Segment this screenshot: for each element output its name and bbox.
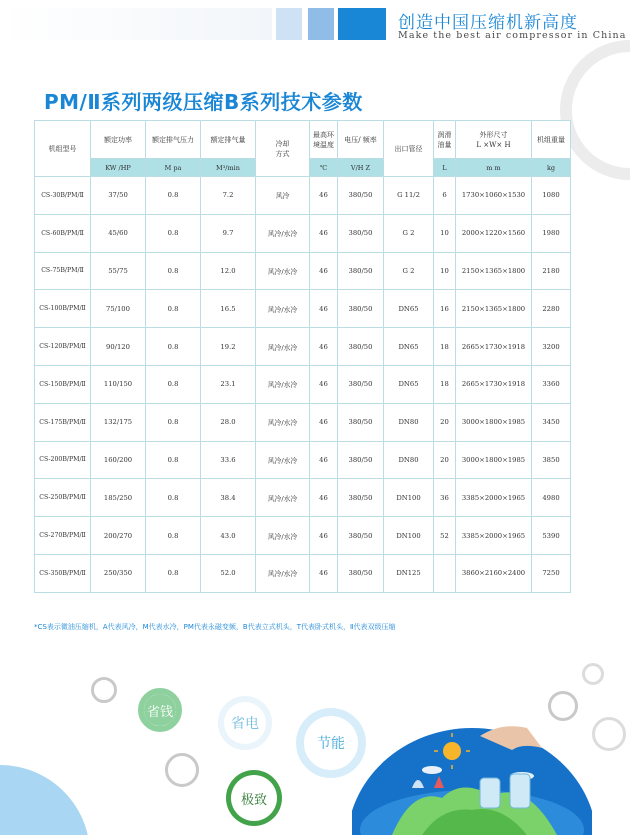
col-header-model: 机组型号	[35, 121, 91, 177]
decorative-ring-small	[165, 753, 199, 787]
cell-model: CS-175B/PM/Ⅱ	[35, 403, 91, 441]
cell-temp: 46	[310, 403, 338, 441]
cell-dimensions: 3385×2000×1965	[456, 517, 532, 555]
cell-model: CS-250B/PM/Ⅱ	[35, 479, 91, 517]
cell-cooling: 风冷/水冷	[256, 365, 310, 403]
cell-pressure: 0.8	[146, 554, 201, 592]
decorative-ring-small	[582, 663, 604, 685]
table-row	[35, 214, 571, 252]
header-subtitle: Make the best air compressor in China	[398, 30, 627, 41]
cell-pressure: 0.8	[146, 365, 201, 403]
cell-flow: 38.4	[201, 479, 256, 517]
cell-outlet: G 2	[384, 214, 434, 252]
cell-cooling: 风冷/水冷	[256, 214, 310, 252]
table-row	[35, 554, 571, 592]
header-block-light	[276, 8, 302, 40]
cell-oil: 16	[434, 290, 456, 328]
unit-temp: ℃	[310, 159, 338, 177]
col-header-outlet: 出口管径	[384, 121, 434, 177]
cell-weight: 1080	[532, 177, 571, 215]
cell-model: CS-30B/PM/Ⅱ	[35, 177, 91, 215]
cell-oil: 20	[434, 441, 456, 479]
cell-dimensions: 3000×1800×1985	[456, 441, 532, 479]
cell-outlet: G 11/2	[384, 177, 434, 215]
unit-weight: kg	[532, 159, 571, 177]
cell-flow: 19.2	[201, 328, 256, 366]
cell-temp: 46	[310, 479, 338, 517]
cell-cooling: 风冷/水冷	[256, 554, 310, 592]
cell-cooling: 风冷/水冷	[256, 479, 310, 517]
cell-voltage: 380/50	[338, 403, 384, 441]
decorative-corner-circle	[0, 765, 90, 835]
cell-cooling: 风冷/水冷	[256, 441, 310, 479]
header-block-mid	[308, 8, 334, 40]
unit-oil: L	[434, 159, 456, 177]
cell-oil: 52	[434, 517, 456, 555]
cell-temp: 46	[310, 517, 338, 555]
cell-weight: 2280	[532, 290, 571, 328]
cell-dimensions: 2000×1220×1560	[456, 214, 532, 252]
table-row	[35, 365, 571, 403]
cell-outlet: DN65	[384, 365, 434, 403]
cell-cooling: 风冷/水冷	[256, 517, 310, 555]
decorative-ring-small	[91, 677, 117, 703]
cell-voltage: 380/50	[338, 252, 384, 290]
cell-voltage: 380/50	[338, 214, 384, 252]
col-header-temp: 最高环 境温度	[310, 121, 338, 159]
cell-temp: 46	[310, 441, 338, 479]
cell-power: 45/60	[91, 214, 146, 252]
cell-oil: 10	[434, 214, 456, 252]
badge-save-money	[138, 688, 182, 732]
cell-weight: 4980	[532, 479, 571, 517]
cell-model: CS-75B/PM/Ⅱ	[35, 252, 91, 290]
table-row	[35, 252, 571, 290]
cell-flow: 28.0	[201, 403, 256, 441]
cell-outlet: DN125	[384, 554, 434, 592]
cell-pressure: 0.8	[146, 252, 201, 290]
cell-model: CS-120B/PM/Ⅱ	[35, 328, 91, 366]
table-row	[35, 441, 571, 479]
header-block-dark	[338, 8, 386, 40]
table-row	[35, 517, 571, 555]
col-header-power: 额定功率	[91, 121, 146, 159]
cell-dimensions: 3860×2160×2400	[456, 554, 532, 592]
cell-flow: 52.0	[201, 554, 256, 592]
cell-outlet: DN100	[384, 517, 434, 555]
cell-temp: 46	[310, 214, 338, 252]
cell-outlet: DN80	[384, 403, 434, 441]
cell-voltage: 380/50	[338, 554, 384, 592]
cell-weight: 3850	[532, 441, 571, 479]
cell-pressure: 0.8	[146, 177, 201, 215]
cell-pressure: 0.8	[146, 441, 201, 479]
eco-illustration	[352, 718, 592, 835]
cell-flow: 9.7	[201, 214, 256, 252]
cell-weight: 1980	[532, 214, 571, 252]
cell-power: 110/150	[91, 365, 146, 403]
cell-outlet: DN100	[384, 479, 434, 517]
cell-voltage: 380/50	[338, 365, 384, 403]
cell-temp: 46	[310, 554, 338, 592]
table-header-row	[35, 121, 571, 159]
cell-weight: 3360	[532, 365, 571, 403]
cell-dimensions: 1730×1060×1530	[456, 177, 532, 215]
page-title: PM/Ⅱ系列两级压缩B系列技术参数	[44, 90, 363, 114]
cell-oil: 18	[434, 328, 456, 366]
cell-weight: 3450	[532, 403, 571, 441]
cell-oil: 18	[434, 365, 456, 403]
cell-outlet: DN80	[384, 441, 434, 479]
cell-outlet: DN65	[384, 290, 434, 328]
cell-voltage: 380/50	[338, 177, 384, 215]
unit-dimensions: m m	[456, 159, 532, 177]
col-header-oil: 润滑 油量	[434, 121, 456, 159]
unit-flow: M³/min	[201, 159, 256, 177]
cell-weight: 5390	[532, 517, 571, 555]
cell-power: 160/200	[91, 441, 146, 479]
cell-power: 132/175	[91, 403, 146, 441]
cell-oil: 10	[434, 252, 456, 290]
cell-weight: 3200	[532, 328, 571, 366]
cell-voltage: 380/50	[338, 328, 384, 366]
cell-outlet: G 2	[384, 252, 434, 290]
cell-flow: 12.0	[201, 252, 256, 290]
cell-weight: 7250	[532, 554, 571, 592]
decorative-ring-small	[592, 717, 626, 751]
col-header-cooling: 冷却 方式	[256, 121, 310, 177]
cell-pressure: 0.8	[146, 517, 201, 555]
cell-model: CS-60B/PM/Ⅱ	[35, 214, 91, 252]
cell-temp: 46	[310, 365, 338, 403]
table-row	[35, 479, 571, 517]
cell-power: 75/100	[91, 290, 146, 328]
table-row	[35, 290, 571, 328]
table-row	[35, 177, 571, 215]
cell-power: 200/270	[91, 517, 146, 555]
cell-cooling: 风冷/水冷	[256, 328, 310, 366]
footnote: *CS表示微油压缩机，A代表风冷，M代表水冷，PM代表永磁变频，B代表立式机头，T代表卧式机头，Ⅱ代表双级压缩	[34, 623, 396, 631]
cell-cooling: 风冷/水冷	[256, 252, 310, 290]
cell-flow: 7.2	[201, 177, 256, 215]
unit-pressure: M pa	[146, 159, 201, 177]
badge-energy-saving: 节能	[296, 708, 366, 778]
cell-oil: 20	[434, 403, 456, 441]
cell-outlet: DN65	[384, 328, 434, 366]
cell-temp: 46	[310, 290, 338, 328]
col-header-pressure: 额定排气压力	[146, 121, 201, 159]
cell-cooling: 风冷	[256, 177, 310, 215]
cell-voltage: 380/50	[338, 441, 384, 479]
spec-table	[34, 120, 571, 593]
col-header-weight: 机组重量	[532, 121, 571, 159]
cell-power: 250/350	[91, 554, 146, 592]
cell-dimensions: 3385×2000×1965	[456, 479, 532, 517]
cell-pressure: 0.8	[146, 479, 201, 517]
cell-cooling: 风冷/水冷	[256, 290, 310, 328]
cell-model: CS-270B/PM/Ⅱ	[35, 517, 91, 555]
cell-dimensions: 3000×1800×1985	[456, 403, 532, 441]
tank-icon	[480, 778, 500, 808]
col-header-voltage: 电压/ 频率	[338, 121, 384, 159]
unit-voltage: V/H Z	[338, 159, 384, 177]
cell-flow: 23.1	[201, 365, 256, 403]
cell-pressure: 0.8	[146, 214, 201, 252]
cell-power: 185/250	[91, 479, 146, 517]
cell-model: CS-100B/PM/Ⅱ	[35, 290, 91, 328]
cell-pressure: 0.8	[146, 328, 201, 366]
tank-icon	[510, 774, 530, 808]
cell-flow: 33.6	[201, 441, 256, 479]
cell-pressure: 0.8	[146, 290, 201, 328]
cell-oil: 6	[434, 177, 456, 215]
badge-save-power: 省电	[218, 696, 272, 750]
cell-power: 37/50	[91, 177, 146, 215]
cell-temp: 46	[310, 328, 338, 366]
badge-ultimate-label: 极致	[231, 775, 277, 821]
cloud-icon	[422, 766, 442, 774]
badge-ultimate	[226, 770, 282, 826]
cell-dimensions: 2150×1365×1800	[456, 290, 532, 328]
cell-dimensions: 2665×1730×1918	[456, 365, 532, 403]
cell-power: 90/120	[91, 328, 146, 366]
cell-temp: 46	[310, 252, 338, 290]
cell-oil	[434, 554, 456, 592]
unit-power: KW /HP	[91, 159, 146, 177]
cell-cooling: 风冷/水冷	[256, 403, 310, 441]
table-row	[35, 403, 571, 441]
col-header-dimensions: 外形尺寸 L ×W× H	[456, 121, 532, 159]
cell-model: CS-200B/PM/Ⅱ	[35, 441, 91, 479]
table-row	[35, 328, 571, 366]
cell-dimensions: 2150×1365×1800	[456, 252, 532, 290]
cell-flow: 43.0	[201, 517, 256, 555]
cell-voltage: 380/50	[338, 517, 384, 555]
col-header-flow: 额定排气量	[201, 121, 256, 159]
cell-voltage: 380/50	[338, 479, 384, 517]
cell-weight: 2180	[532, 252, 571, 290]
header-title: 创造中国压缩机新高度	[398, 13, 578, 33]
cell-pressure: 0.8	[146, 403, 201, 441]
header-fade-bar	[0, 8, 272, 40]
cell-model: CS-350B/PM/Ⅱ	[35, 554, 91, 592]
sun-icon	[443, 742, 461, 760]
cell-model: CS-150B/PM/Ⅱ	[35, 365, 91, 403]
cell-dimensions: 2665×1730×1918	[456, 328, 532, 366]
cell-voltage: 380/50	[338, 290, 384, 328]
cell-power: 55/75	[91, 252, 146, 290]
badge-save-money-label: 省钱	[144, 694, 176, 726]
decorative-ring-small	[548, 691, 578, 721]
cell-flow: 16.5	[201, 290, 256, 328]
cell-oil: 36	[434, 479, 456, 517]
cell-temp: 46	[310, 177, 338, 215]
